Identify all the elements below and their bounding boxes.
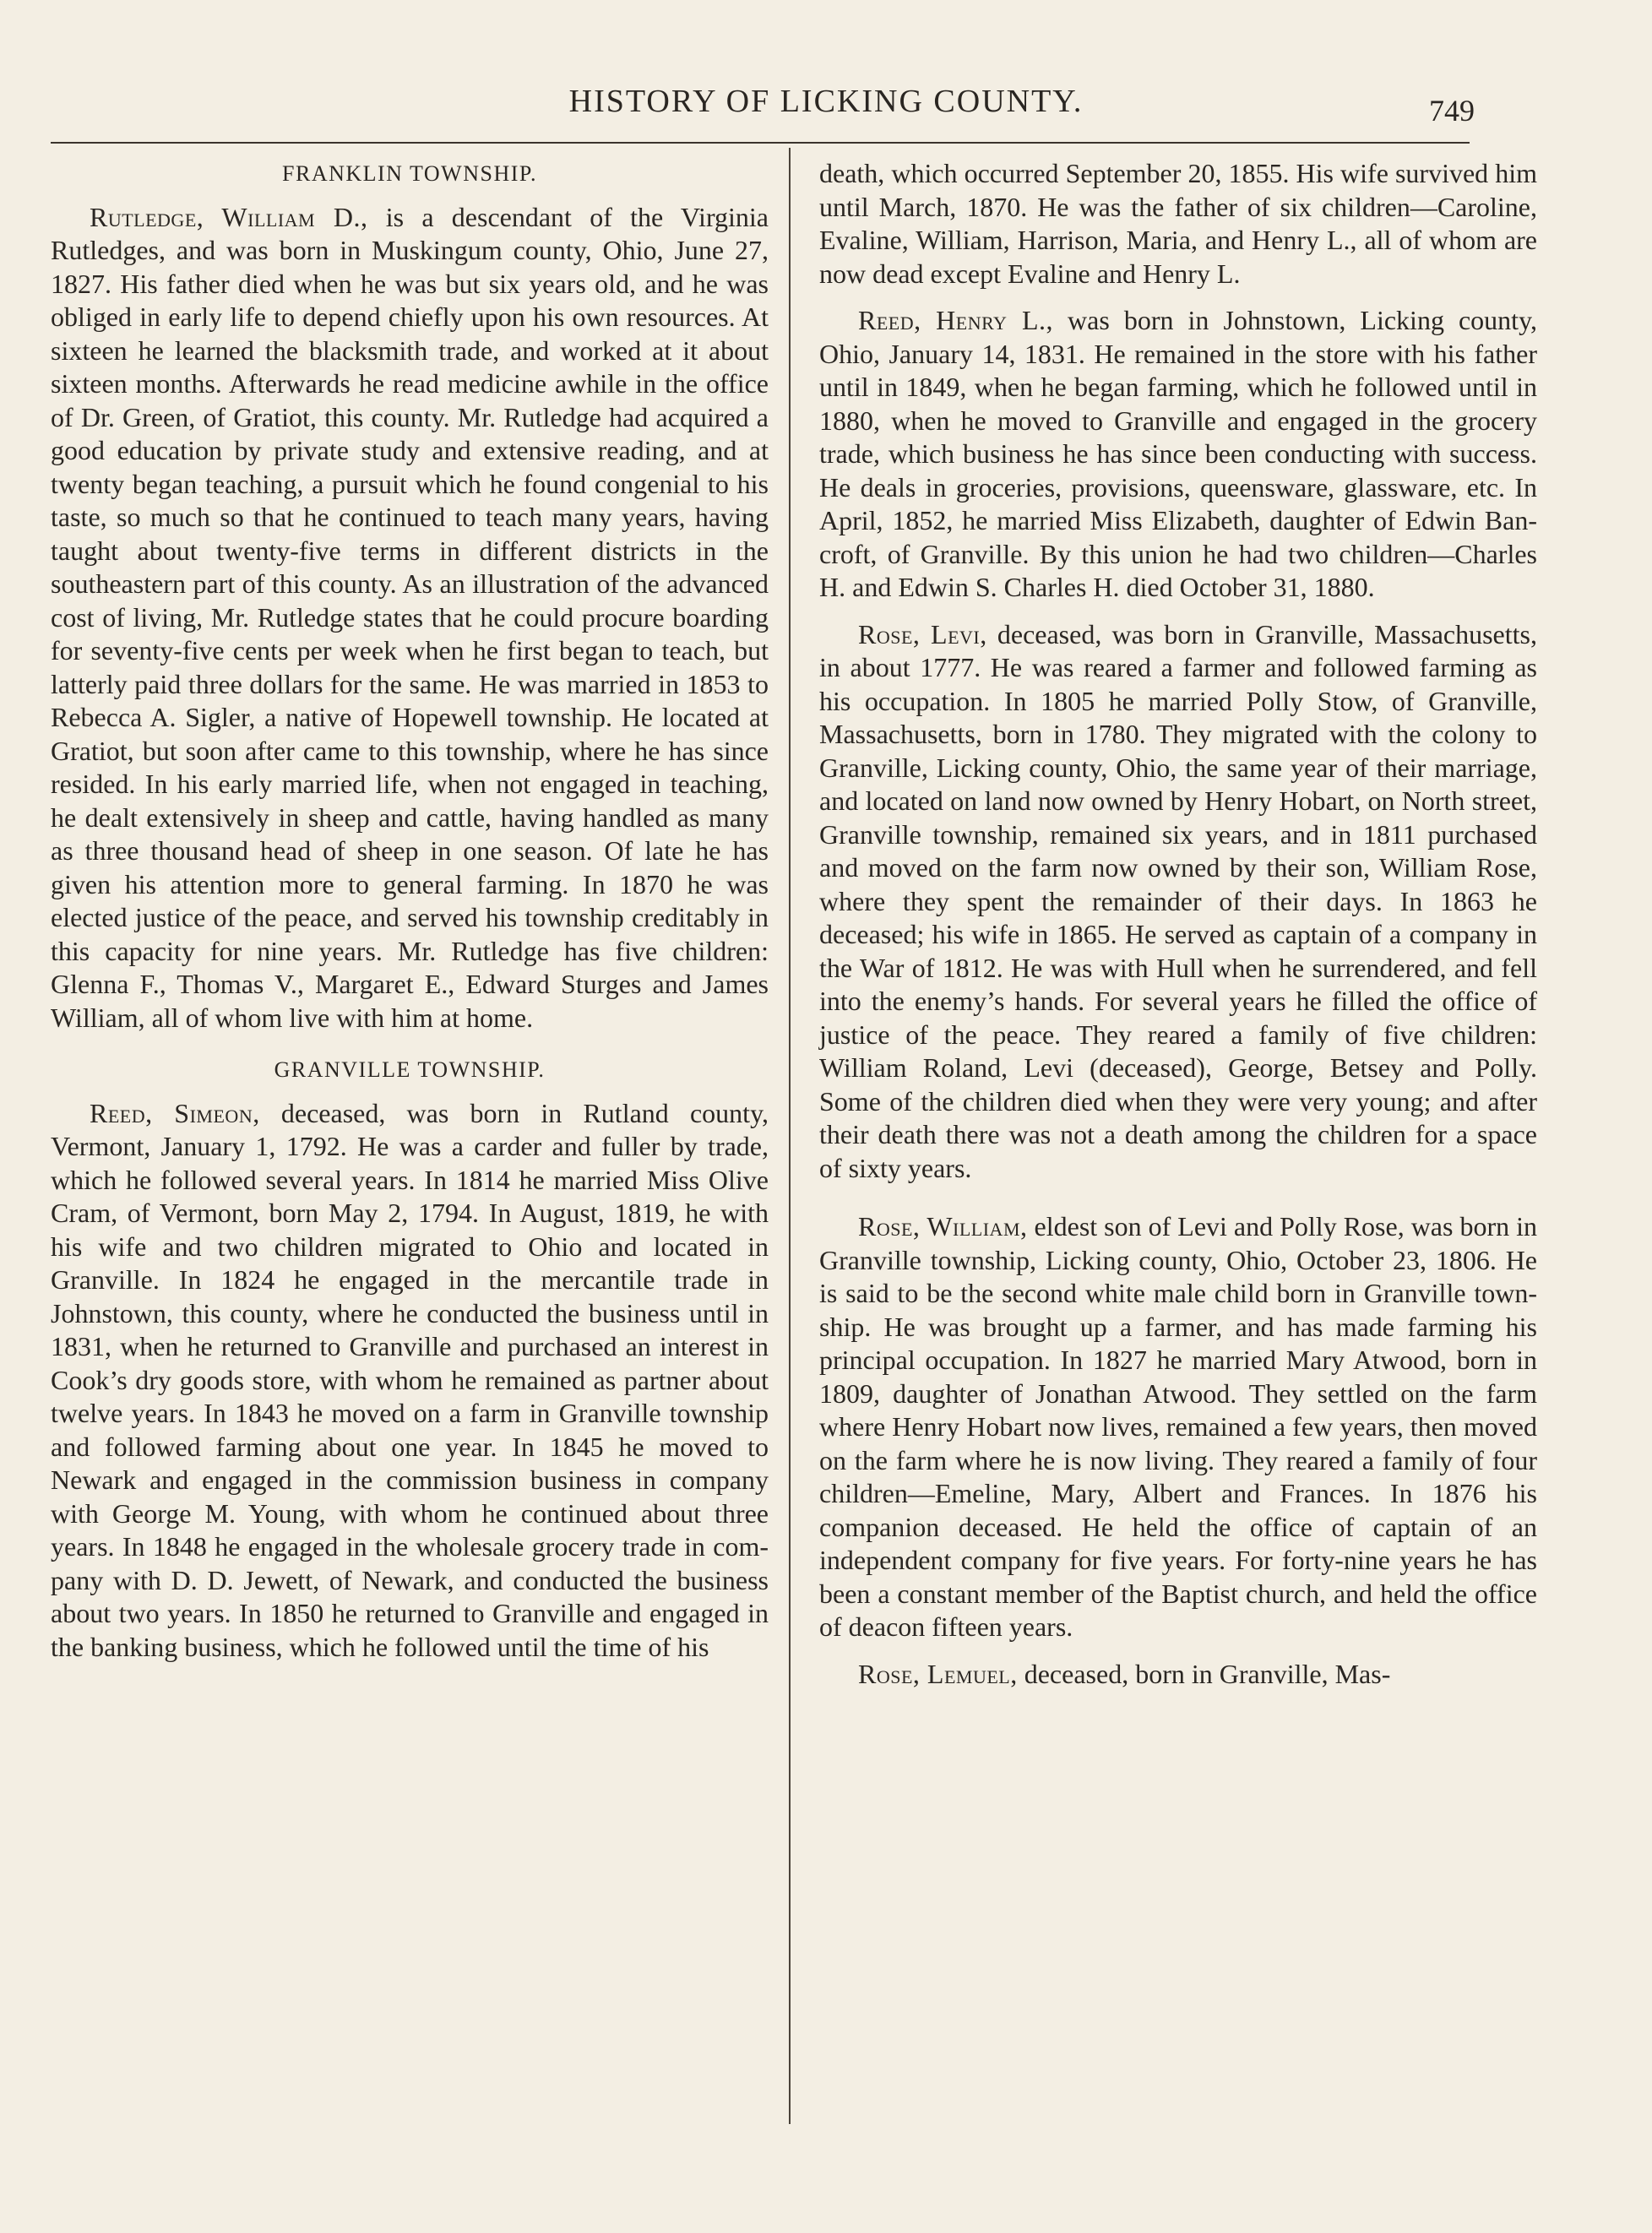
header-rule	[51, 142, 1470, 144]
biography-rose-levi	[819, 618, 1537, 1186]
biography-rutledge-william	[51, 201, 769, 1035]
biography-rose-william	[819, 1210, 1537, 1644]
right-column	[819, 157, 1537, 1691]
column-divider	[789, 148, 791, 2124]
biography-name: Reed, Simeon,	[90, 1097, 260, 1128]
biography-text: is a descendant of the Virginia Rutledges, and was born in Muskingum county, Ohio, June 27, 1827. His father died when he was but six years old, and he was obliged in early life to depend chiefly upon his own resources. At sixteen he learned the blacksmith trade, and worked at it about sixteen months. Afterwards he read medicine awhile in the office of Dr. Green, of Gratiot, this county. Mr. Rutledge had acquired a good education by private study and extensive reading, and at twenty began teaching, a pursuit which he found congenial to his taste, so much so that he continued to teach many years, having taught about twenty-five terms in different districts in the southeastern part of this county. As an illustration of the advanced cost of living, Mr. Rutledge states that he could procure boarding for seventy-five cents per week when he first began to teach, but latterly paid three dollars for the same. He was married in 1853 to Rebecca A. Sigler, a native of Hopewell township. He located at Gratiot, but soon after came to this township, where he has since resided. In his early married life, when not engaged in teaching, he dealt extensively in sheep and cattle, having handled as many as three thousand head of sheep in one season. Of late he has given his attention more to general farming. In 1870 he was elected justice of the peace, and served his township creditably in this capacity for nine years. Mr. Rutledge has five children: Glenna F., Thomas V., Margaret E., Edward Sturges and James William, all of whom live with him at home.	[51, 201, 769, 1033]
biography-text: deceased, was born in Rutland county, Vermont, January 1, 1792. He was a carder and fuller by trade, which he followed several years. In 1814 he married Miss Olive Cram, of Vermont, born May 2, 1794. In August, 1819, he with his wife and two children migrated to Ohio and located in Granville. In 1824 he engaged in the mercantile trade in Johnstown, this county, where he conducted the business until in 1831, when he returned to Granville and purchased an interest in Cook’s dry goods store, with whom he remained as partner about twelve years. In 1843 he moved on a farm in Granville township and followed farming about one year. In 1845 he moved to Newark and engaged in the commission business in company with George M. Young, with whom he continued about three years. In 1848 he engaged in the wholesale grocery trade in company with D. D. Jewett, of Newark, and conducted the business about two years. In 1850 he returned to Granville and engaged in the banking business, which he followed until the time of his	[51, 1097, 769, 1662]
running-title: HISTORY OF LICKING COUNTY.	[568, 84, 1084, 119]
biography-reed-henry	[819, 304, 1537, 605]
biography-continuation: death, which occurred September 20, 1855. His wife survived him until March, 1870. He was the father of six children—Caroline, Evaline, William, Harrison, Maria, and Henry L., all of whom are now dead except Evaline and Henry L.	[819, 158, 1537, 289]
biography-text: deceased, born in Granville, Mas-	[1017, 1658, 1391, 1689]
biography-text: was born in Johnstown, Licking county, Ohio, January 14, 1831. He remained in the store with his father until in 1849, when he began farming, which he followed until in 1880, when he moved to Granville and engaged in the grocery trade, which business he has since been conducting with success. He deals in groceries, provisions, queensware, glassware, etc. In April, 1852, he married Miss Elizabeth, daughter of Edwin Bancroft, of Granville. By this union he had two children—Charles H. and Edwin S. Charles H. died October 31, 1880.	[819, 305, 1537, 602]
page-number: 749	[1429, 94, 1475, 128]
biography-name: Rose, Levi,	[858, 618, 987, 649]
section-heading-franklin: FRANKLIN TOWNSHIP.	[282, 161, 537, 186]
biography-text: deceased, was born in Granville, Massachusetts, in about 1777. He was reared a farmer and followed farming as his occupation. In 1805 he married Polly Stow, of Granville, Massachusetts, born in 1780. They migrated with the colony to Granville, Licking county, Ohio, the same year of their marriage, and located on land now owned by Henry Hobart, on North street, Granville township, remained six years, and in 1811 purchased and moved on the farm now owned by their son, William Rose, where they spent the remainder of their days. In 1863 he deceased; his wife in 1865. He served as captain of a company in the War of 1812. He was with Hull when he surrendered, and fell into the enemy’s hands. For several years he filled the office of justice of the peace. They reared a family of five children: William Roland, Levi (deceased), George, Betsey and Polly. Some of the children died when they were very young; and after their death there was not a death among the children for a space of sixty years.	[819, 618, 1537, 1183]
biography-name: Reed, Henry L.,	[858, 305, 1054, 335]
biography-reed-simeon	[51, 1097, 769, 1665]
section-heading-granville: GRANVILLE TOWNSHIP.	[274, 1057, 546, 1082]
running-head	[51, 78, 1601, 128]
left-column	[51, 157, 769, 1664]
biography-name: Rose, Lemuel,	[858, 1658, 1018, 1689]
biography-rose-lemuel	[819, 1658, 1537, 1692]
biography-name: Rutledge, William D.,	[90, 201, 368, 232]
biography-name: Rose, William,	[858, 1211, 1028, 1241]
biography-text: eldest son of Levi and Polly Rose, was born in Granville township, Licking county, Ohio, October 23, 1806. He is said to be the second white male child born in Granville township. He was brought up a farmer, and has made farming his principal occupation. In 1827 he married Mary Atwood, born in 1809, daughter of Jonathan Atwood. They settled on the farm where Henry Hobart now lives, remained a few years, then moved on the farm where he is now living. They reared a family of four children—Emeline, Mary, Albert and Frances. In 1876 his companion deceased. He held the office of captain of an independent company for five years. For forty-nine years he has been a constant member of the Baptist church, and held the office of deacon fifteen years.	[819, 1211, 1537, 1642]
